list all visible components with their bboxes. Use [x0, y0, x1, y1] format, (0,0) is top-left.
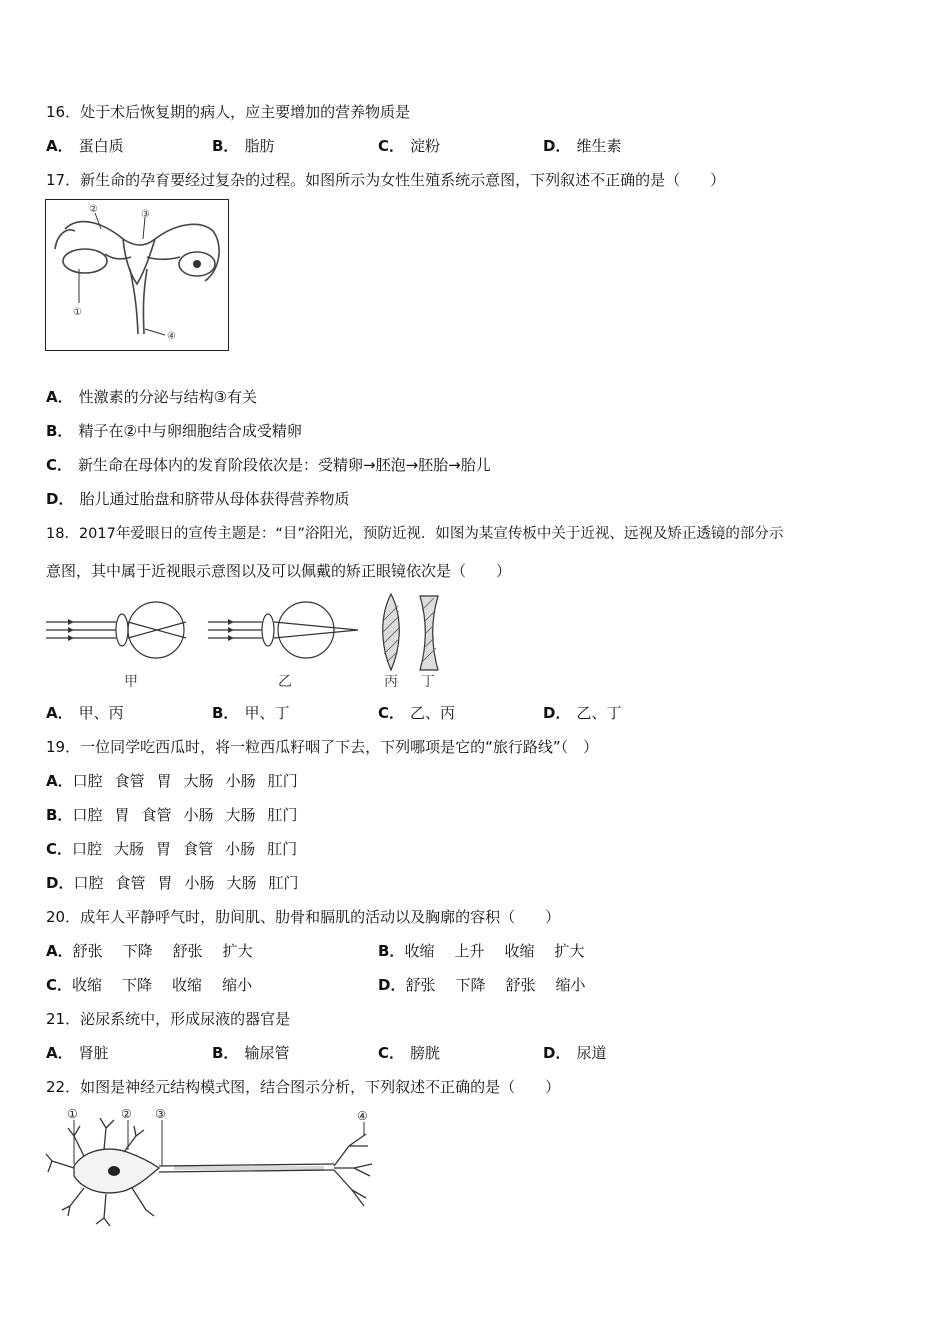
q18-option-b: B． 甲、丁 [212, 704, 290, 722]
svg-text:①: ① [73, 307, 82, 318]
q17-option-d: D． 胎儿通过胎盘和脐带从母体获得营养物质 [46, 490, 350, 508]
female-reproductive-system-figure [45, 199, 229, 351]
q20-option-b: B．收缩 上升 收缩 扩大 [378, 942, 585, 960]
q19-option-a: A．口腔 食管 胃 大肠 小肠 肛门 [46, 772, 298, 790]
q19-option-d: D．口腔 食管 胃 小肠 大肠 肛门 [46, 874, 299, 892]
q20-option-a: A．舒张 下降 舒张 扩大 [46, 942, 253, 960]
q19-option-b: B．口腔 胃 食管 小肠 大肠 肛门 [46, 806, 298, 824]
q20-stem: 20．成年人平静呼气时，肋间肌、肋骨和膈肌的活动以及胸廓的容积（ ） [46, 908, 561, 926]
q21-option-a: A． 肾脏 [46, 1044, 109, 1062]
svg-text:②: ② [89, 204, 98, 215]
q16-stem: 16．处于术后恢复期的病人，应主要增加的营养物质是 [46, 103, 411, 121]
svg-text:①: ① [67, 1107, 78, 1121]
svg-text:乙: 乙 [278, 674, 292, 690]
q21-option-d: D． 尿道 [543, 1044, 607, 1062]
q18-option-d: D． 乙、丁 [543, 704, 622, 722]
q18-option-a: A． 甲、丙 [46, 704, 124, 722]
svg-text:③: ③ [155, 1107, 166, 1121]
svg-text:④: ④ [167, 331, 176, 342]
q17-option-a: A． 性激素的分泌与结构③有关 [46, 388, 258, 406]
svg-text:②: ② [121, 1107, 132, 1121]
q21-option-b: B． 输尿管 [212, 1044, 290, 1062]
q16-option-d: D． 维生素 [543, 137, 622, 155]
q22-stem: 22．如图是神经元结构模式图，结合图示分析，下列叙述不正确的是（ ） [46, 1078, 561, 1096]
svg-text:③: ③ [141, 209, 150, 220]
q20-option-d: D．舒张 下降 舒张 缩小 [378, 976, 586, 994]
eye-lens-figure [46, 590, 456, 692]
q18-option-c: C． 乙、丙 [378, 704, 456, 722]
q21-stem: 21．泌尿系统中，形成尿液的器官是 [46, 1010, 291, 1028]
q21-option-c: C． 膀胱 [378, 1044, 441, 1062]
q18-stem-line2: 意图，其中属于近视眼示意图以及可以佩戴的矫正眼镜依次是（ ） [46, 562, 512, 580]
svg-text:甲: 甲 [124, 674, 138, 690]
neuron-figure [44, 1106, 384, 1230]
q17-option-b: B． 精子在②中与卵细胞结合成受精卵 [46, 422, 302, 440]
q16-option-c: C． 淀粉 [378, 137, 441, 155]
svg-text:④: ④ [357, 1109, 368, 1123]
svg-text:丙: 丙 [384, 674, 398, 690]
q17-stem: 17．新生命的孕育要经过复杂的过程。如图所示为女性生殖系统示意图，下列叙述不正确的是（ ） [46, 171, 726, 189]
q17-option-c: C． 新生命在母体内的发育阶段依次是：受精卵→胚泡→胚胎→胎儿 [46, 456, 491, 474]
q19-stem: 19．一位同学吃西瓜时，将一粒西瓜籽咽了下去，下列哪项是它的“旅行路线”（ ） [46, 738, 599, 756]
q19-option-c: C．口腔 大肠 胃 食管 小肠 肛门 [46, 840, 298, 858]
q16-option-a: A． 蛋白质 [46, 137, 124, 155]
q18-stem-line1: 18．2017年爱眼日的宣传主题是：“目”浴阳光，预防近视．如图为某宣传板中关于近视、远视及矫正透镜的部分示 [46, 526, 784, 542]
q20-option-c: C．收缩 下降 收缩 缩小 [46, 976, 253, 994]
svg-text:丁: 丁 [421, 674, 435, 690]
q16-option-b: B． 脂肪 [212, 137, 275, 155]
